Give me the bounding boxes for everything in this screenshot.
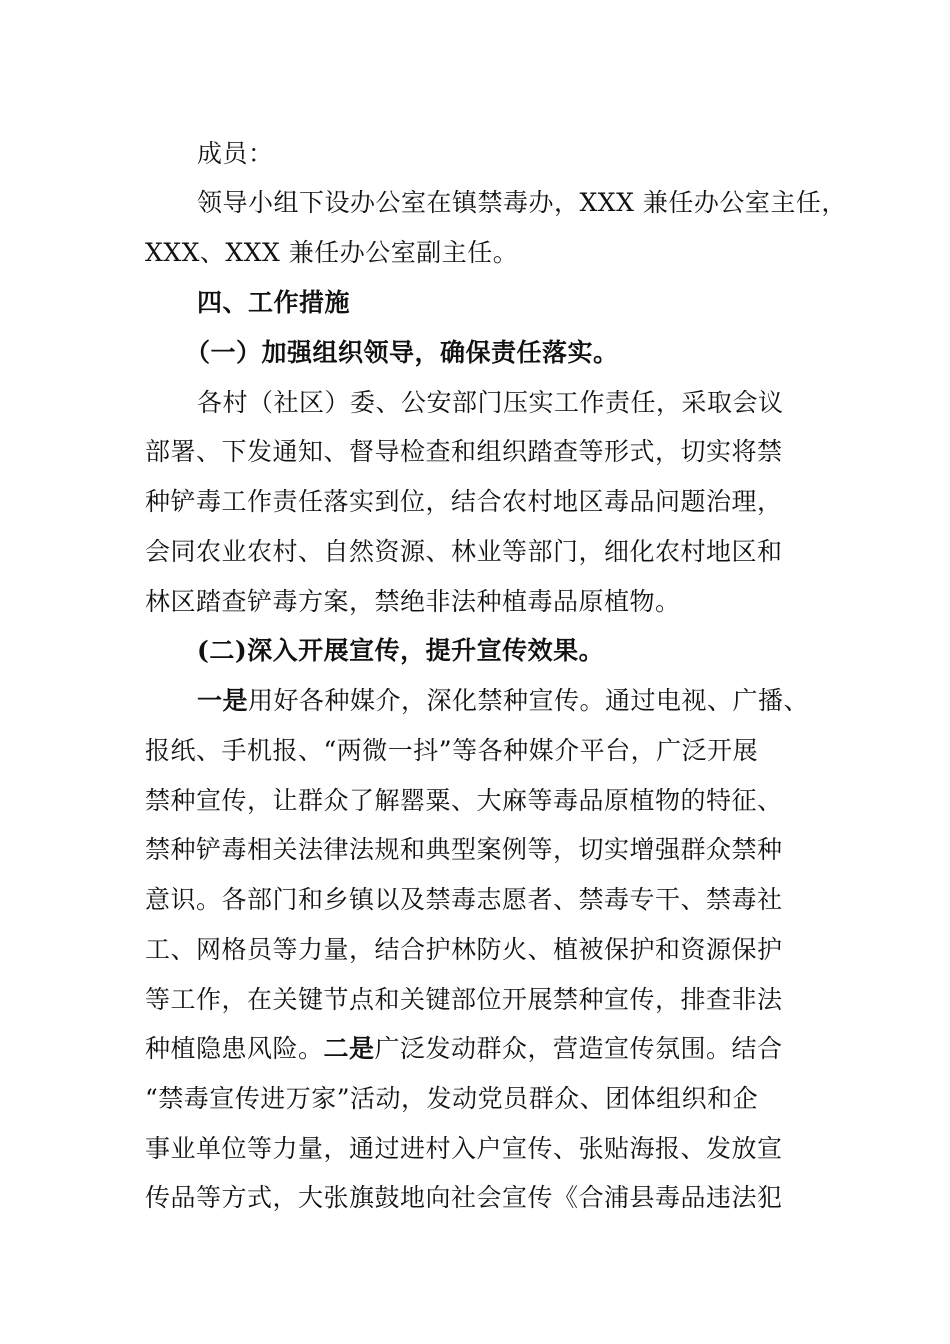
paragraph-text: 广泛发动群众，营造宣传氛围。结合	[374, 1034, 783, 1063]
paragraph-line: 会同农业农村、自然资源、林业等部门，细化农村地区和	[145, 537, 783, 566]
paragraph-line: 禁种宣传，让群众了解罂粟、大麻等毒品原植物的特征、	[145, 786, 783, 815]
office-line-1: 领导小组下设办公室在镇禁毒办，XXX 兼任办公室主任，	[197, 188, 847, 217]
paragraph-line: 工、网格员等力量，结合护林防火、植被保护和资源保护	[145, 935, 783, 964]
paragraph-line: 传品等方式，大张旗鼓地向社会宣传《合浦县毒品违法犯	[145, 1183, 783, 1212]
subsection-1-heading: （一）加强组织领导，确保责任落实。	[185, 338, 619, 367]
paragraph-line: “禁毒宣传进万家”活动，发动党员群众、团体组织和企	[145, 1084, 759, 1113]
keyword-second: 二是	[323, 1034, 375, 1063]
paragraph-line	[145, 1033, 783, 1065]
members-label: 成员：	[197, 139, 274, 168]
paragraph-text: 用好各种媒介，深化禁种宣传。通过电视、广播、	[248, 686, 810, 715]
paragraph-line: 种铲毒工作责任落实到位，结合农村地区毒品问题治理，	[145, 487, 783, 516]
paragraph-line: 林区踏查铲毒方案，禁绝非法种植毒品原植物。	[145, 587, 681, 616]
paragraph-line: 事业单位等力量，通过进村入户宣传、张贴海报、发放宣	[145, 1134, 783, 1163]
paragraph-line	[197, 685, 809, 717]
paragraph-line: 报纸、手机报、“两微一抖”等各种媒介平台，广泛开展	[145, 736, 759, 765]
keyword-first: 一是	[197, 686, 249, 715]
subsection-2-heading: (二)深入开展宣传，提升宣传效果。	[197, 636, 605, 665]
paragraph-line: 部署、下发通知、督导检查和组织踏查等形式，切实将禁	[145, 437, 783, 466]
paragraph-line: 等工作，在关键节点和关键部位开展禁种宣传，排查非法	[145, 985, 783, 1014]
paragraph-text: 种植隐患风险。	[145, 1034, 324, 1063]
paragraph-line: 禁种铲毒相关法律法规和典型案例等，切实增强群众禁种	[145, 835, 783, 864]
paragraph-line: 各村（社区）委、公安部门压实工作责任，采取会议	[197, 388, 784, 417]
office-line-2: XXX、XXX 兼任办公室副主任。	[145, 238, 519, 267]
section-4-heading: 四、工作措施	[197, 288, 351, 317]
paragraph-line: 意识。各部门和乡镇以及禁毒志愿者、禁毒专干、禁毒社	[145, 885, 783, 914]
